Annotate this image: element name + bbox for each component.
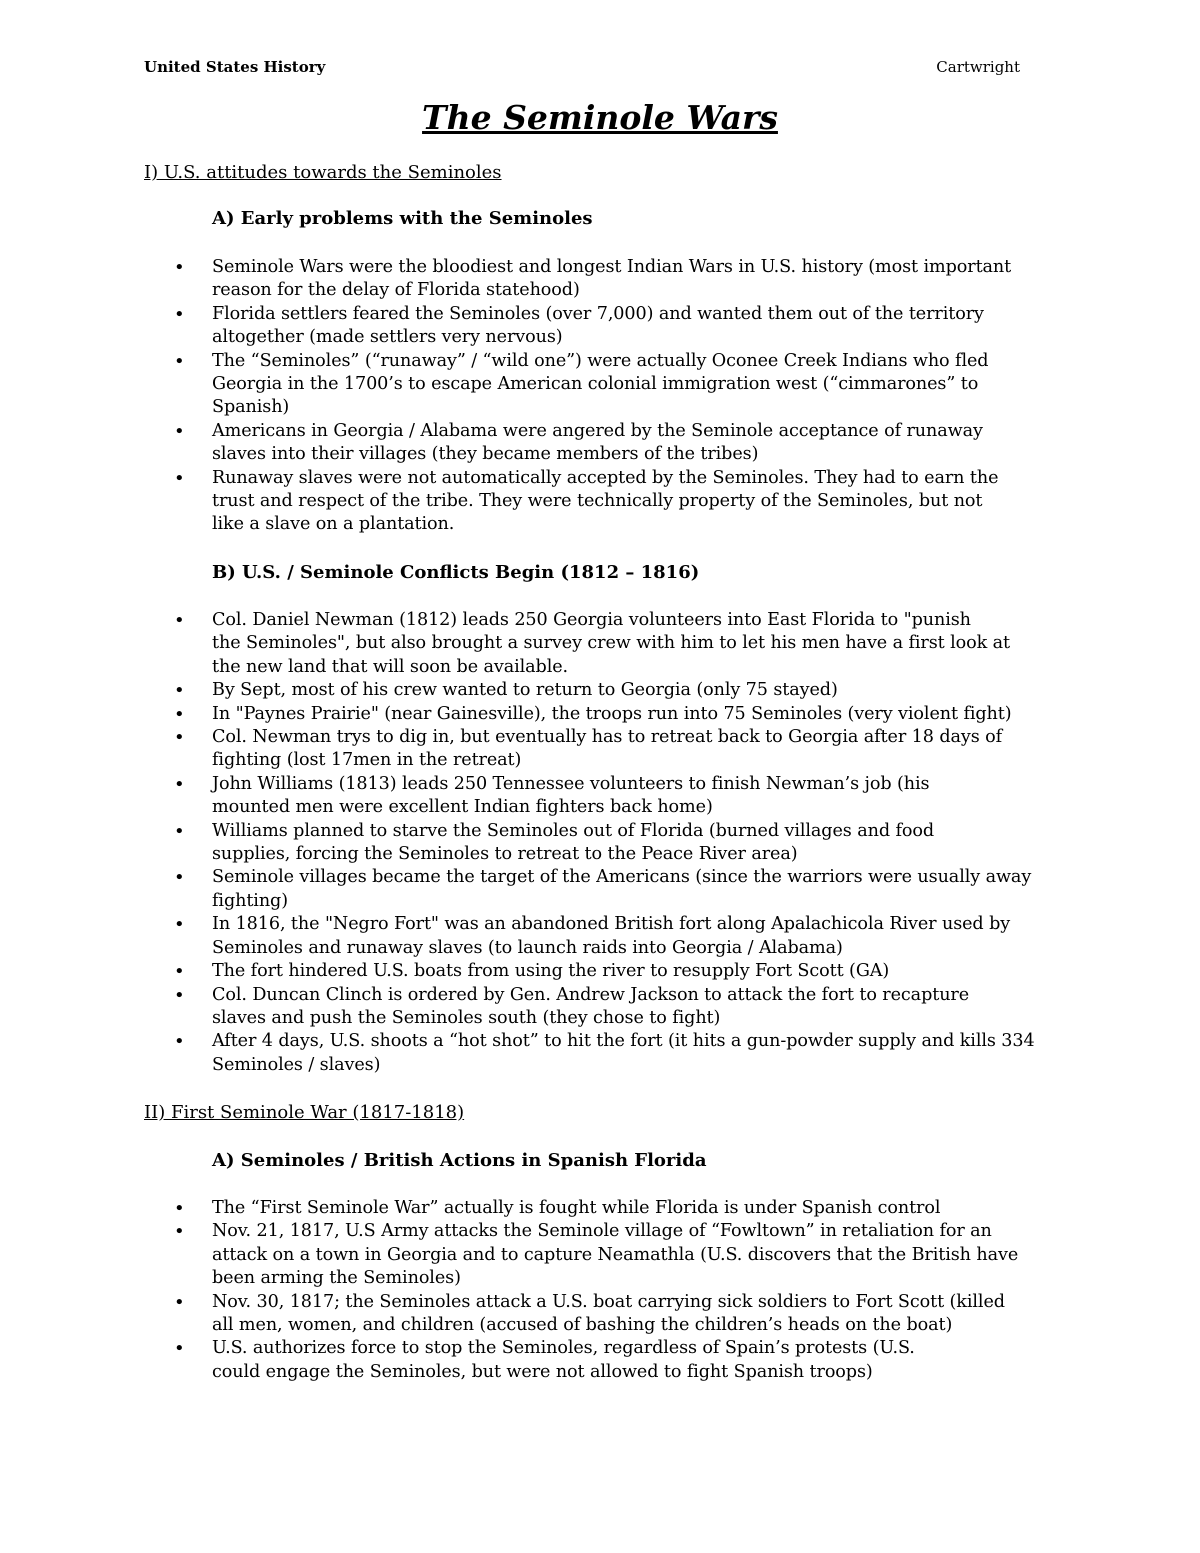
section-2-heading: II) First Seminole War (1817-1818) xyxy=(144,1102,465,1123)
list-item xyxy=(144,303,1064,350)
list-item xyxy=(144,1337,1064,1384)
list-item-line: fighting (lost 17men in the retreat) xyxy=(212,750,522,771)
list-item-line: John Williams (1813) leads 250 Tennessee volunteers to finish Newman’s job (his xyxy=(212,773,930,794)
list-item xyxy=(144,984,1064,1031)
list-item-line: like a slave on a plantation. xyxy=(212,514,455,535)
list-item-line: The fort hindered U.S. boats from using the river to resupply Fort Scott (GA) xyxy=(212,961,890,982)
list-item xyxy=(144,913,1064,960)
list-item-line: Florida settlers feared the Seminoles (over 7,000) and wanted them out of the territory xyxy=(212,303,984,324)
list-item-line: Seminoles / slaves) xyxy=(212,1054,381,1075)
section-2a-list xyxy=(144,1197,1064,1384)
list-item-line: slaves and push the Seminoles south (they chose to fight) xyxy=(212,1007,721,1028)
list-item xyxy=(144,726,1064,773)
list-item-line: all men, women, and children (accused of bashing the children’s heads on the boat) xyxy=(212,1315,953,1336)
list-item-line: Spanish) xyxy=(212,397,290,418)
list-item-line: Col. Duncan Clinch is ordered by Gen. Andrew Jackson to attack the fort to recapture xyxy=(212,984,970,1005)
list-item-line: altogether (made settlers very nervous) xyxy=(212,327,563,348)
list-item xyxy=(144,467,1064,537)
section-1a-heading: A) Early problems with the Seminoles xyxy=(212,208,593,229)
section-1a-list xyxy=(144,256,1064,537)
list-item-line: been arming the Seminoles) xyxy=(212,1268,461,1289)
page-title: The Seminole Wars xyxy=(422,98,778,137)
list-item-line: mounted men were excellent Indian fighters back home) xyxy=(212,797,713,818)
list-item xyxy=(144,1291,1064,1338)
list-item-line: reason for the delay of Florida statehood) xyxy=(212,280,580,301)
list-item xyxy=(144,866,1064,913)
list-item-line: supplies, forcing the Seminoles to retreat to the Peace River area) xyxy=(212,844,798,865)
list-item xyxy=(144,960,1064,983)
list-item-line: The “Seminoles” (“runaway” / “wild one”) were actually Oconee Creek Indians who fled xyxy=(212,350,989,371)
section-1-heading: I) U.S. attitudes towards the Seminoles xyxy=(144,162,502,183)
list-item-line: trust and respect of the tribe. They were technically property of the Seminoles, but not xyxy=(212,491,983,512)
course-header: United States History xyxy=(144,58,326,76)
author-header: Cartwright xyxy=(936,58,1020,76)
list-item-line: Nov. 21, 1817, U.S Army attacks the Seminole village of “Fowltown” in retaliation for an xyxy=(212,1221,992,1242)
list-item-line: Seminole Wars were the bloodiest and longest Indian Wars in U.S. history (most important xyxy=(212,257,1012,277)
list-item-line: slaves into their villages (they became members of the tribes) xyxy=(212,444,759,465)
list-item-line: In "Paynes Prairie" (near Gainesville), the troops run into 75 Seminoles (very violent fight) xyxy=(212,703,1012,724)
list-item-line: The “First Seminole War” actually is fought while Florida is under Spanish control xyxy=(212,1198,941,1218)
list-item-line: Seminoles and runaway slaves (to launch raids into Georgia / Alabama) xyxy=(212,937,843,958)
section-2a-heading: A) Seminoles / British Actions in Spanish Florida xyxy=(212,1150,707,1171)
list-item-line: fighting) xyxy=(212,890,288,911)
list-item xyxy=(144,609,1064,679)
list-item xyxy=(144,703,1064,726)
list-item-line: Col. Newman trys to dig in, but eventually has to retreat back to Georgia after 18 days of xyxy=(212,727,1003,748)
list-item-line: Americans in Georgia / Alabama were angered by the Seminole acceptance of runaway xyxy=(212,420,983,441)
list-item-line: Seminole villages became the target of the Americans (since the warriors were usually away xyxy=(212,867,1032,888)
list-item xyxy=(144,256,1064,303)
list-item xyxy=(144,820,1064,867)
list-item-line: attack on a town in Georgia and to capture Neamathla (U.S. discovers that the British have xyxy=(212,1244,1019,1265)
list-item xyxy=(144,1220,1064,1290)
list-item-line: Runaway slaves were not automatically accepted by the Seminoles. They had to earn the xyxy=(212,467,999,488)
list-item-line: Col. Daniel Newman (1812) leads 250 Georgia volunteers into East Florida to "punish xyxy=(212,610,971,630)
list-item-line: the new land that will soon be available. xyxy=(212,656,569,677)
list-item xyxy=(144,1030,1064,1077)
list-item-line: U.S. authorizes force to stop the Seminoles, regardless of Spain’s protests (U.S. xyxy=(212,1338,915,1359)
list-item-line: After 4 days, U.S. shoots a “hot shot” to hit the fort (it hits a gun-powder supply and kills 334 xyxy=(212,1031,1035,1052)
section-1b-list xyxy=(144,609,1064,1077)
list-item xyxy=(144,773,1064,820)
list-item xyxy=(144,350,1064,420)
list-item xyxy=(144,1197,1064,1220)
list-item-line: By Sept, most of his crew wanted to return to Georgia (only 75 stayed) xyxy=(212,680,838,701)
list-item xyxy=(144,679,1064,702)
list-item-line: Georgia in the 1700’s to escape American colonial immigration west (“cimmarones” to xyxy=(212,374,979,395)
list-item xyxy=(144,420,1064,467)
section-1b-heading: B) U.S. / Seminole Conflicts Begin (1812 – 1816) xyxy=(212,562,700,583)
list-item-line: could engage the Seminoles, but were not allowed to fight Spanish troops) xyxy=(212,1361,873,1382)
list-item-line: Williams planned to starve the Seminoles out of Florida (burned villages and food xyxy=(212,820,935,841)
list-item-line: Nov. 30, 1817; the Seminoles attack a U.S. boat carrying sick soldiers to Fort Scott (killed xyxy=(212,1291,1005,1312)
list-item-line: In 1816, the "Negro Fort" was an abandoned British fort along Apalachicola River used by xyxy=(212,914,1011,935)
list-item-line: the Seminoles", but also brought a survey crew with him to let his men have a first look at xyxy=(212,633,1011,654)
